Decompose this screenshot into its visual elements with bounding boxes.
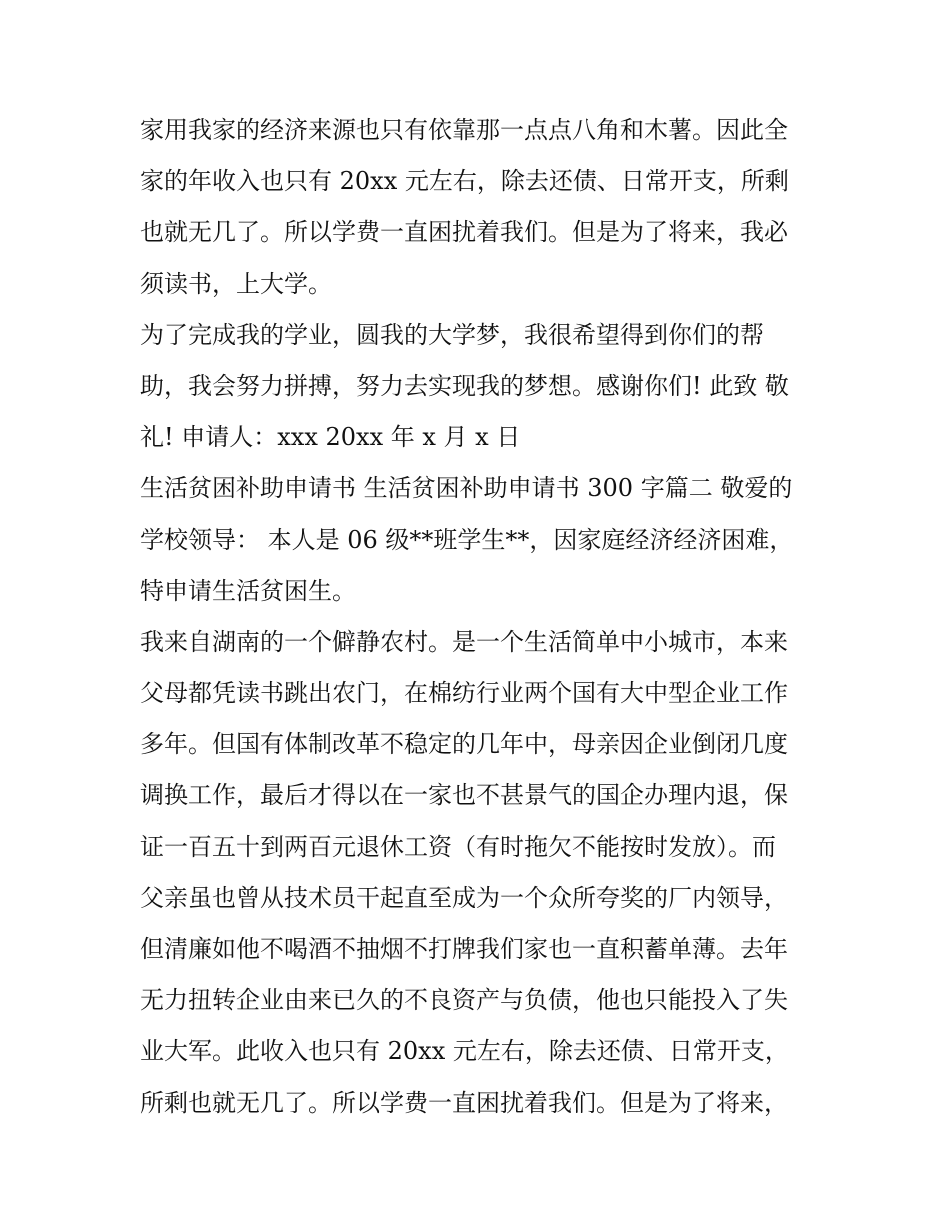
text-line: 家的年收入也只有 20xx 元左右，除去还债、日常开支，所剩 bbox=[140, 167, 789, 196]
text-line: 家用我家的经济来源也只有依靠那一点点八角和木薯。因此全 bbox=[140, 116, 788, 144]
text-line: 生活贫困补助申请书 生活贫困补助申请书 300 字篇二 敬爱的 bbox=[140, 474, 793, 503]
text-line: 多年。但国有体制改革不稳定的几年中，母亲因企业倒闭几度 bbox=[140, 730, 788, 759]
document-body bbox=[140, 105, 820, 1129]
text-line: 父母都凭读书跳出农门，在棉纺行业两个国有大中型企业工作 bbox=[140, 679, 788, 708]
text-line: 无力扭转企业由来已久的不良资产与负债，他也只能投入了失 bbox=[140, 986, 788, 1015]
text-line: 调换工作，最后才得以在一家也不甚景气的国企办理内退，保 bbox=[140, 781, 788, 810]
text-line: 证一百五十到两百元退休工资（有时拖欠不能按时发放）。而 bbox=[140, 832, 776, 861]
text-line: 也就无几了。所以学费一直困扰着我们。但是为了将来，我必 bbox=[140, 218, 788, 247]
text-line: 须读书，上大学。 bbox=[140, 269, 332, 298]
text-line: 所剩也就无几了。所以学费一直困扰着我们。但是为了将来， bbox=[140, 1088, 788, 1117]
text-line: 但清廉如他不喝酒不抽烟不打牌我们家也一直积蓄单薄。去年 bbox=[140, 935, 788, 963]
text-line: 业大军。此收入也只有 20xx 元左右，除去还债、日常开支， bbox=[140, 1037, 789, 1066]
text-line: 我来自湖南的一个僻静农村。是一个生活简单中小城市，本来 bbox=[140, 627, 788, 656]
text-line: 助，我会努力拼搏，努力去实现我的梦想。感谢你们! 此致 敬 bbox=[140, 371, 789, 400]
text-line: 为了完成我的学业，圆我的大学梦，我很希望得到你们的帮 bbox=[140, 320, 764, 349]
text-line: 学校领导： 本人是 06 级**班学生**，因家庭经济经济困难， bbox=[140, 525, 794, 554]
text-line: 礼! 申请人：xxx 20xx 年 x 月 x 日 bbox=[140, 423, 521, 452]
text-line: 特申请生活贫困生。 bbox=[140, 576, 356, 605]
text-line: 父亲虽也曾从技术员干起直至成为一个众所夸奖的厂内领导， bbox=[140, 883, 788, 912]
